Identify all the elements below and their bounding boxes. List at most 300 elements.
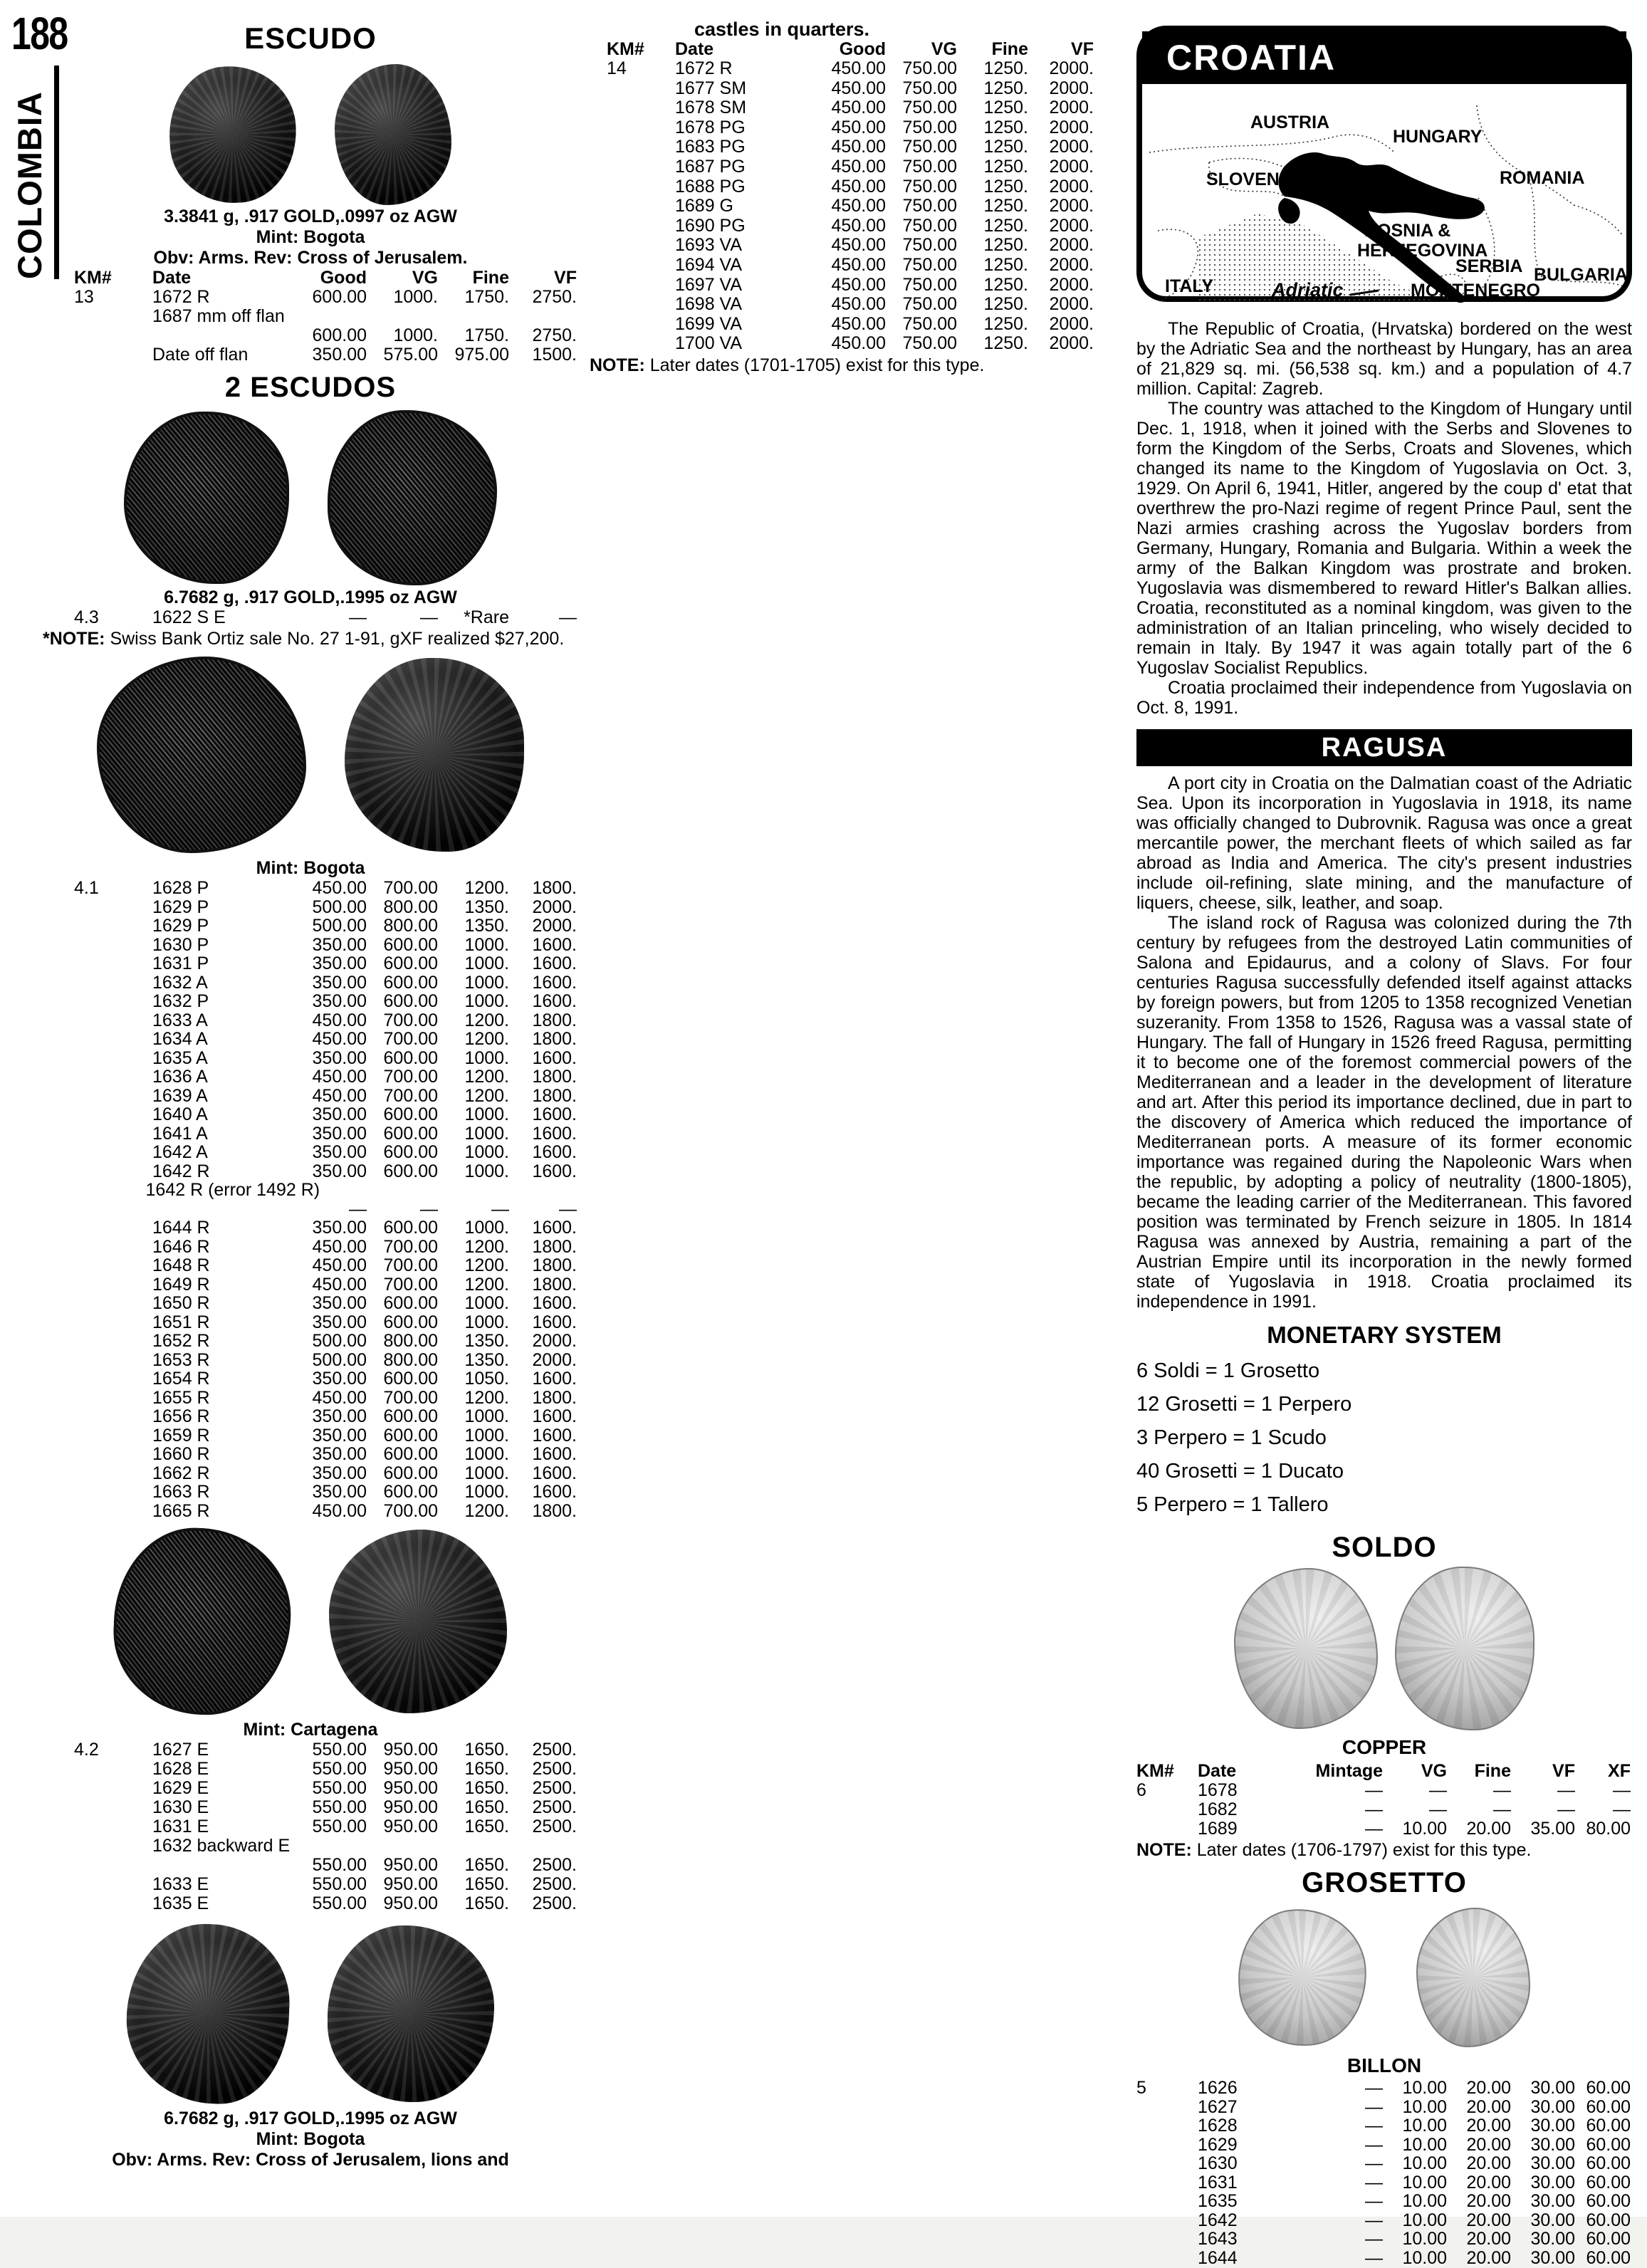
cell-km bbox=[1136, 2249, 1198, 2268]
soldo-price-table bbox=[1136, 1762, 1631, 1839]
cell-good: 450.00 bbox=[312, 1236, 367, 1257]
cell-fine: 1350. bbox=[464, 1331, 509, 1351]
table-row bbox=[74, 1162, 577, 1181]
cell-good: 450.00 bbox=[312, 1387, 367, 1408]
table-row bbox=[607, 276, 1094, 296]
cell-date: 1633 A bbox=[152, 1010, 208, 1030]
cell-vf: 2750. bbox=[532, 325, 577, 345]
cell-vg: 600.00 bbox=[383, 991, 438, 1011]
cell-vf: 1600. bbox=[532, 1142, 577, 1162]
cell-date: 1700 VA bbox=[675, 333, 743, 354]
table-row bbox=[74, 1464, 577, 1483]
cell-mintage: — bbox=[1365, 2172, 1383, 2193]
cell-vg: 700.00 bbox=[383, 1085, 438, 1106]
cell-vf: 30.00 bbox=[1530, 2096, 1575, 2117]
cell-good: 450.00 bbox=[312, 1500, 367, 1521]
cell-fine: 1200. bbox=[464, 1010, 509, 1030]
cell-good: 450.00 bbox=[831, 196, 886, 216]
cell-date: 1672 R bbox=[152, 287, 210, 307]
cell-date: 1631 bbox=[1198, 2172, 1238, 2193]
cell-vf: 2000. bbox=[1049, 333, 1094, 354]
table-row bbox=[74, 345, 577, 365]
table-row bbox=[74, 1087, 577, 1106]
table-body bbox=[74, 288, 577, 365]
cell-fine: 1250. bbox=[983, 215, 1028, 236]
cell-km bbox=[74, 1124, 152, 1144]
table-header bbox=[74, 268, 577, 288]
table-body bbox=[74, 608, 577, 627]
coin-image-obverse bbox=[124, 412, 289, 584]
col-header-date: Date bbox=[152, 268, 192, 288]
soldo-title: SOLDO bbox=[1332, 1532, 1437, 1563]
croatia-map-box bbox=[1136, 26, 1632, 302]
table-row bbox=[1136, 2136, 1631, 2155]
cell-km bbox=[1136, 2116, 1198, 2136]
note-text: Swiss Bank Ortiz sale No. 27 1-91, gXF realized $27,200. bbox=[110, 629, 565, 649]
cell-km bbox=[607, 216, 675, 236]
note-label: *NOTE: bbox=[43, 629, 105, 649]
cell-fine: 1650. bbox=[464, 1778, 509, 1798]
table-row bbox=[1136, 1800, 1631, 1819]
cell-vg: 600.00 bbox=[383, 1218, 438, 1238]
cell-good: 500.00 bbox=[312, 1349, 367, 1370]
cell-fine: 1200. bbox=[464, 1236, 509, 1257]
cell-km bbox=[74, 1275, 152, 1295]
cell-vg: 750.00 bbox=[902, 117, 957, 137]
cartagena-price-table bbox=[74, 1740, 577, 1913]
cell-km bbox=[74, 916, 152, 936]
cell-km bbox=[74, 1049, 152, 1068]
table-row bbox=[1136, 2230, 1631, 2249]
cell-km bbox=[74, 1218, 152, 1238]
cell-vg: 10.00 bbox=[1402, 2078, 1447, 2098]
cell-xf: 60.00 bbox=[1586, 2229, 1631, 2249]
cell-vg: 600.00 bbox=[383, 1312, 438, 1332]
table-body bbox=[74, 1740, 577, 1913]
cell-fine: 1350. bbox=[464, 897, 509, 917]
coin-image-reverse bbox=[335, 64, 451, 205]
cell-km bbox=[74, 1143, 152, 1162]
grosetto-title: GROSETTO bbox=[1302, 1867, 1467, 1898]
cell-vf: 1600. bbox=[532, 953, 577, 973]
cell-fine: 1000. bbox=[464, 1161, 509, 1181]
cell-vf: 1600. bbox=[532, 1463, 577, 1483]
cell-fine: 1200. bbox=[464, 1029, 509, 1049]
cell-date: 1662 R bbox=[152, 1463, 210, 1483]
table-row bbox=[74, 992, 577, 1011]
cell-mintage: — bbox=[1365, 1799, 1383, 1819]
cell-fine: 1250. bbox=[983, 137, 1028, 157]
table-row bbox=[74, 307, 577, 326]
cell-km bbox=[74, 326, 152, 345]
col-header-xf: XF bbox=[1608, 1761, 1631, 1781]
col-header-km: KM# bbox=[607, 39, 644, 59]
cell-date: 1642 A bbox=[152, 1142, 208, 1162]
cell-fine: 1000. bbox=[464, 1425, 509, 1446]
cell-fine: 1200. bbox=[464, 1255, 509, 1275]
cell-vg: 750.00 bbox=[902, 294, 957, 315]
col-header-vf: VF bbox=[554, 268, 577, 288]
two-escudos-caption: 6.7682 g, .917 GOLD,.1995 oz AGW bbox=[164, 587, 457, 607]
cell-vg: 700.00 bbox=[383, 1067, 438, 1087]
cell-good: 450.00 bbox=[312, 1255, 367, 1275]
cell-km bbox=[74, 345, 152, 365]
table-row bbox=[74, 954, 577, 973]
map-label-adriatic: Adriatic bbox=[1272, 279, 1344, 301]
bottom-caption bbox=[43, 2108, 578, 2170]
cell-date: 1629 bbox=[1198, 2134, 1238, 2155]
cell-date: 1693 VA bbox=[675, 235, 743, 256]
table-header bbox=[1136, 1762, 1631, 1781]
cell-vg: 750.00 bbox=[902, 98, 957, 118]
cell-km bbox=[74, 1760, 152, 1779]
cell-vg: 750.00 bbox=[902, 137, 957, 157]
table-row bbox=[74, 1779, 577, 1798]
cell-vf: 1600. bbox=[532, 1312, 577, 1332]
cell-vg: 1000. bbox=[393, 287, 438, 307]
table-row bbox=[74, 1426, 577, 1446]
cell-fine: 1250. bbox=[983, 333, 1028, 354]
cell-km bbox=[74, 1162, 152, 1181]
cell-date: 1651 R bbox=[152, 1312, 210, 1332]
cell-km bbox=[74, 1464, 152, 1483]
cell-xf: 60.00 bbox=[1586, 2078, 1631, 2098]
cell-vf: 2500. bbox=[532, 1740, 577, 1760]
cell-km bbox=[74, 1836, 152, 1856]
cell-good: 600.00 bbox=[312, 325, 367, 345]
cell-vg: 600.00 bbox=[383, 1142, 438, 1162]
cell-vf: 30.00 bbox=[1530, 2191, 1575, 2211]
cell-km: 6 bbox=[1136, 1780, 1146, 1800]
table-row bbox=[607, 157, 1094, 177]
cell-xf: — bbox=[1613, 1780, 1631, 1800]
table-row bbox=[1136, 2192, 1631, 2211]
cell-vf: 2500. bbox=[532, 1893, 577, 1913]
cell-date: 1628 bbox=[1198, 2116, 1238, 2136]
table-row bbox=[74, 1856, 577, 1875]
cell-km bbox=[607, 157, 675, 177]
grosetto-coin-images bbox=[1136, 1903, 1632, 2052]
cell-date: 1644 bbox=[1198, 2247, 1238, 2268]
paragraph: Croatia proclaimed their independence from Yugoslavia on Oct. 8, 1991. bbox=[1136, 678, 1632, 718]
croatia-map bbox=[1142, 84, 1626, 302]
cell-vf: 2000. bbox=[1049, 137, 1094, 157]
table-row bbox=[607, 216, 1094, 236]
cell-vf: 2000. bbox=[532, 1349, 577, 1370]
cell-date: 1672 R bbox=[675, 58, 733, 78]
map-label-italy: ITALY bbox=[1165, 276, 1214, 296]
cell-xf: 60.00 bbox=[1586, 2153, 1631, 2173]
cell-fine: 1250. bbox=[983, 58, 1028, 78]
cell-vg: 750.00 bbox=[902, 254, 957, 275]
cell-vf: 1600. bbox=[532, 1293, 577, 1313]
cell-vg: 10.00 bbox=[1402, 2134, 1447, 2155]
monetary-system-lines bbox=[1136, 1354, 1632, 1522]
cell-fine: 1200. bbox=[464, 878, 509, 898]
table-body bbox=[1136, 2079, 1631, 2267]
table-row bbox=[74, 1294, 577, 1313]
cell-good: 350.00 bbox=[312, 1369, 367, 1389]
bottom-coin-images bbox=[43, 1919, 578, 2108]
cell-km bbox=[74, 973, 152, 993]
croatia-header bbox=[1142, 31, 1626, 84]
cell-xf: 60.00 bbox=[1586, 2210, 1631, 2230]
cell-good: 350.00 bbox=[312, 1444, 367, 1464]
column-colombia bbox=[43, 19, 578, 2170]
cell-vf: 1800. bbox=[532, 1387, 577, 1408]
cell-vf: 30.00 bbox=[1530, 2116, 1575, 2136]
cell-date: 1635 bbox=[1198, 2191, 1238, 2211]
cell-vf: 1800. bbox=[532, 1255, 577, 1275]
cell-good: 550.00 bbox=[312, 1759, 367, 1779]
cell-fine: 1250. bbox=[983, 78, 1028, 98]
cell-vf: 2500. bbox=[532, 1778, 577, 1798]
cell-fine: 1000. bbox=[464, 1482, 509, 1502]
monetary-line: 6 Soldi = 1 Grosetto bbox=[1136, 1359, 1320, 1382]
table-row bbox=[74, 1067, 577, 1087]
cell-vg: 10.00 bbox=[1402, 2191, 1447, 2211]
cell-vg: 10.00 bbox=[1402, 2172, 1447, 2193]
cell-vf: 1600. bbox=[532, 1406, 577, 1426]
col-header-vg: VG bbox=[412, 268, 438, 288]
cell-km bbox=[607, 79, 675, 99]
cell-fine: 20.00 bbox=[1466, 2247, 1511, 2268]
cell-date: 1633 E bbox=[152, 1874, 209, 1894]
cell-mintage: — bbox=[1365, 2116, 1383, 2136]
cell-km bbox=[607, 177, 675, 197]
cell-fine: 20.00 bbox=[1466, 2078, 1511, 2098]
cell-km bbox=[74, 1181, 146, 1200]
cell-good: 350.00 bbox=[312, 934, 367, 955]
cell-km bbox=[74, 1067, 152, 1087]
cell-vf: — bbox=[559, 607, 577, 627]
cell-fine: 1250. bbox=[983, 313, 1028, 334]
coin-image-obverse bbox=[111, 1525, 294, 1718]
cell-vg bbox=[367, 1836, 438, 1856]
monetary-line: 3 Perpero = 1 Scudo bbox=[1136, 1426, 1327, 1449]
cell-km bbox=[74, 1105, 152, 1124]
table-row bbox=[74, 1445, 577, 1464]
cell-date: 1653 R bbox=[152, 1349, 210, 1370]
cell-good: 550.00 bbox=[312, 1740, 367, 1760]
cell-date: 1652 R bbox=[152, 1331, 210, 1351]
cell-date: 1654 R bbox=[152, 1369, 210, 1389]
table-row bbox=[74, 1200, 577, 1219]
cell-vf: 1600. bbox=[532, 1482, 577, 1502]
cell-vg: 700.00 bbox=[383, 1236, 438, 1257]
cell-km bbox=[607, 334, 675, 354]
cell-vf: 1600. bbox=[532, 1425, 577, 1446]
col-header-vf: VF bbox=[1552, 1761, 1575, 1781]
cell-vf: 1800. bbox=[532, 1500, 577, 1521]
cell-vf: 1500. bbox=[532, 345, 577, 365]
paragraph: A port city in Croatia on the Dalmatian coast of the Adriatic Sea. Upon its incorporation in Yugoslavia in 1918, its name was officially changed to Dubrovnik. Ragusa was once a great mercantile power, the merchant fleets of which sailed as far abroad as India and America. The city's present industries include oil-refining, slate mining, and the manufacture of liquers, cheese, silk, leather, and soap. bbox=[1136, 773, 1632, 913]
cell-date: 1630 bbox=[1198, 2153, 1238, 2173]
cell-mintage: — bbox=[1365, 1819, 1383, 1839]
cell-good: 350.00 bbox=[312, 1463, 367, 1483]
cell-km: 4.1 bbox=[74, 878, 99, 898]
map-graphic bbox=[1142, 84, 1626, 302]
cell-km bbox=[74, 1389, 152, 1408]
cell-date: 1690 PG bbox=[675, 215, 746, 236]
cell-date: 1644 R bbox=[152, 1218, 210, 1238]
cell-km bbox=[74, 1369, 152, 1389]
cell-date: 1646 R bbox=[152, 1236, 210, 1257]
cell-date bbox=[152, 1856, 296, 1875]
cell-fine: 1000. bbox=[464, 972, 509, 993]
cell-fine: 1650. bbox=[464, 1759, 509, 1779]
cell-fine: 1000. bbox=[464, 1218, 509, 1238]
cell-vg: 600.00 bbox=[383, 1406, 438, 1426]
cell-km bbox=[607, 98, 675, 118]
cell-date: 1698 VA bbox=[675, 294, 743, 315]
cell-vg: 750.00 bbox=[902, 78, 957, 98]
cell-date: 1641 A bbox=[152, 1123, 208, 1144]
cell-good: 550.00 bbox=[312, 1778, 367, 1798]
cell-vg: 750.00 bbox=[902, 58, 957, 78]
cell-vf: 1800. bbox=[532, 1236, 577, 1257]
cell-km bbox=[1136, 2098, 1198, 2117]
cell-vf: 1600. bbox=[532, 1218, 577, 1238]
table-row bbox=[74, 1760, 577, 1779]
cell-vf: — bbox=[559, 1198, 577, 1219]
table-row bbox=[1136, 2079, 1631, 2098]
table-row bbox=[607, 79, 1094, 99]
cell-date: 1687 PG bbox=[675, 156, 746, 177]
caption-line: Mint: Bogota bbox=[256, 2129, 365, 2149]
cell-vg: 700.00 bbox=[383, 1255, 438, 1275]
map-label-austria: AUSTRIA bbox=[1250, 113, 1330, 132]
cell-vf: 1600. bbox=[532, 972, 577, 993]
table-row bbox=[74, 1369, 577, 1389]
table-row bbox=[607, 197, 1094, 216]
table-row bbox=[1136, 2211, 1631, 2230]
table-row bbox=[607, 59, 1094, 79]
cell-km bbox=[74, 1875, 152, 1894]
cell-xf: 60.00 bbox=[1586, 2096, 1631, 2117]
croatia-title: CROATIA bbox=[1166, 38, 1337, 78]
cell-fine: 1650. bbox=[464, 1797, 509, 1817]
cell-vf: 30.00 bbox=[1530, 2078, 1575, 2098]
cell-vf: 2000. bbox=[1049, 176, 1094, 197]
coin-image-reverse bbox=[329, 1530, 507, 1713]
table-row bbox=[74, 1218, 577, 1238]
caption-line: 3.3841 g, .917 GOLD,.0997 oz AGW bbox=[164, 207, 457, 226]
cell-date: 1683 PG bbox=[675, 137, 746, 157]
cell-date: 1650 R bbox=[152, 1293, 210, 1313]
cell-date: 1630 P bbox=[152, 934, 209, 955]
table-row bbox=[607, 137, 1094, 157]
cell-vf: 1800. bbox=[532, 1085, 577, 1106]
cell-date: 1697 VA bbox=[675, 274, 743, 295]
col-header-date: Date bbox=[1198, 1761, 1237, 1781]
table-row bbox=[74, 326, 577, 345]
cell-good: 350.00 bbox=[312, 1161, 367, 1181]
cell-date: 1629 P bbox=[152, 897, 209, 917]
cell-fine: 1250. bbox=[983, 254, 1028, 275]
cell-km bbox=[74, 1426, 152, 1446]
table-row bbox=[74, 973, 577, 993]
cell-date: 1622 S E bbox=[152, 607, 226, 627]
cell-good: 450.00 bbox=[831, 215, 886, 236]
cell-km bbox=[74, 1798, 152, 1817]
cell-vg: — bbox=[420, 1198, 438, 1219]
map-label-hungary: HUNGARY bbox=[1393, 127, 1483, 147]
cell-fine: 1650. bbox=[464, 1874, 509, 1894]
monetary-line: 40 Grosetti = 1 Ducato bbox=[1136, 1460, 1344, 1483]
cell-vf: 2000. bbox=[1049, 117, 1094, 137]
cell-vg: 750.00 bbox=[902, 274, 957, 295]
cell-vg: 600.00 bbox=[383, 1444, 438, 1464]
cell-xf: 80.00 bbox=[1586, 1819, 1631, 1839]
col-header-vg: VG bbox=[1421, 1761, 1447, 1781]
cell-km bbox=[74, 307, 152, 326]
cell-fine: 1250. bbox=[983, 274, 1028, 295]
cell-mintage: — bbox=[1365, 2096, 1383, 2117]
cell-good: 550.00 bbox=[312, 1874, 367, 1894]
cell-date: 1689 bbox=[1198, 1819, 1238, 1839]
cell-vf: 30.00 bbox=[1530, 2210, 1575, 2230]
bogota-coin-images bbox=[43, 653, 578, 857]
cell-fine: 1250. bbox=[983, 294, 1028, 315]
cell-good: 550.00 bbox=[312, 1797, 367, 1817]
ragusa-title: RAGUSA bbox=[1321, 732, 1448, 763]
table-row bbox=[74, 1105, 577, 1124]
cell-mintage: — bbox=[1365, 2153, 1383, 2173]
page-number: 188 bbox=[11, 8, 68, 59]
table-row bbox=[607, 334, 1094, 354]
cell-km bbox=[607, 276, 675, 296]
cell-date bbox=[152, 326, 296, 345]
cell-mintage: — bbox=[1365, 2191, 1383, 2211]
cell-vf: 1800. bbox=[532, 1274, 577, 1295]
table-row bbox=[607, 177, 1094, 197]
cell-vg: 800.00 bbox=[383, 1349, 438, 1370]
col-header-vf: VF bbox=[1071, 39, 1094, 59]
cell-good: 450.00 bbox=[312, 1067, 367, 1087]
cell-km: 13 bbox=[74, 287, 94, 307]
cell-good: 350.00 bbox=[312, 1104, 367, 1124]
cell-fine: 1200. bbox=[464, 1500, 509, 1521]
cell-fine: 1650. bbox=[464, 1740, 509, 1760]
cell-date: 1659 R bbox=[152, 1425, 210, 1446]
coin-image-reverse bbox=[345, 658, 524, 852]
table-row bbox=[74, 1798, 577, 1817]
cell-vg: 600.00 bbox=[383, 1482, 438, 1502]
cell-date: 1677 SM bbox=[675, 78, 747, 98]
cell-vg: 600.00 bbox=[383, 1047, 438, 1068]
cell-good: — bbox=[349, 1198, 367, 1219]
cell-good: 450.00 bbox=[831, 313, 886, 334]
cell-vf: 30.00 bbox=[1530, 2153, 1575, 2173]
cell-vf: 2000. bbox=[1049, 78, 1094, 98]
coin-image-reverse bbox=[328, 1925, 494, 2102]
castles-price-table bbox=[607, 40, 1094, 354]
cell-fine: — bbox=[1493, 1799, 1511, 1819]
cell-good: 350.00 bbox=[312, 953, 367, 973]
cell-date: 1629 P bbox=[152, 916, 209, 936]
table-row bbox=[74, 898, 577, 917]
cell-xf: 60.00 bbox=[1586, 2116, 1631, 2136]
table-row bbox=[74, 936, 577, 955]
cell-fine: *Rare bbox=[464, 607, 509, 627]
cell-fine: 20.00 bbox=[1466, 2153, 1511, 2173]
table-row bbox=[74, 1275, 577, 1295]
cell-vf: 2500. bbox=[532, 1797, 577, 1817]
table-row bbox=[74, 1011, 577, 1030]
escudo-price-table bbox=[74, 268, 577, 365]
cell-fine: 1750. bbox=[464, 325, 509, 345]
